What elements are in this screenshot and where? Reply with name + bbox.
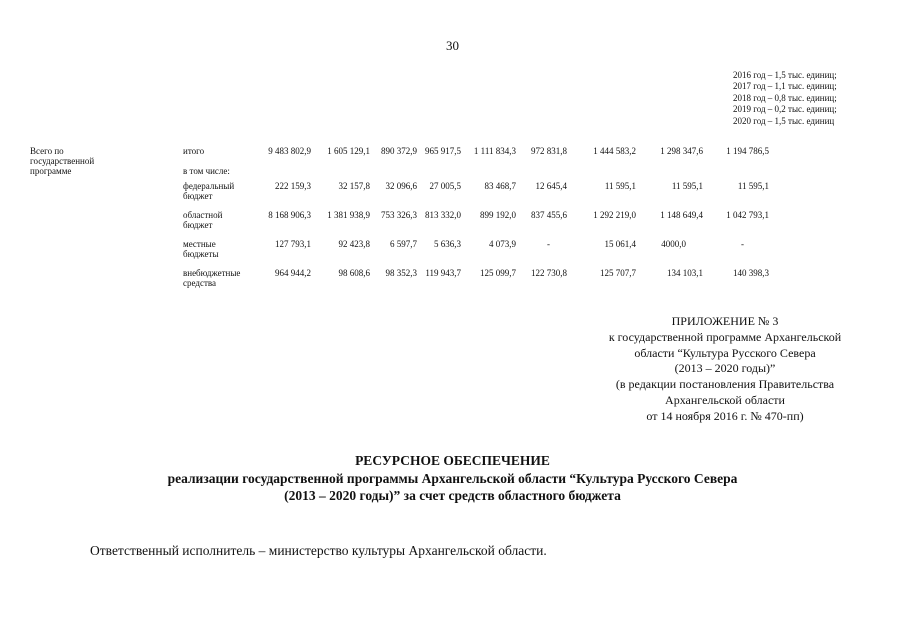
finance-cell: 1 111 834,3 [473, 146, 516, 156]
finance-cell: 140 398,3 [733, 268, 769, 278]
finance-cell: 890 372,9 [381, 146, 417, 156]
year-note: 2020 год – 1,5 тыс. единиц [733, 115, 835, 126]
appendix-line: Архангельской области [665, 392, 785, 407]
finance-cell: 1 381 938,9 [327, 210, 370, 220]
finance-cell: 27 005,5 [429, 181, 461, 191]
appendix-line: области “Культура Русского Севера [634, 345, 816, 360]
appendix-line: (в редакции постановления Правительства [615, 377, 835, 392]
page-number: 30 [446, 38, 459, 53]
finance-cell: 1 298 347,6 [660, 146, 703, 156]
heading-subtitle: (2013 – 2020 годы)” за счет средств областного бюджета [284, 488, 621, 503]
finance-cell: 32 157,8 [338, 181, 370, 191]
finance-cell: 837 455,6 [531, 210, 567, 220]
finance-cell: 98 608,6 [338, 268, 370, 278]
finance-cell: 11 595,1 [671, 181, 703, 191]
finance-cell: 15 061,4 [604, 239, 636, 249]
year-note: 2019 год – 0,2 тыс. единиц; [733, 104, 837, 115]
finance-cell: 12 645,4 [535, 181, 567, 191]
finance-cell: 813 332,0 [425, 210, 461, 220]
responsible-executor: Ответственный исполнитель – министерство культуры Архангельской области. [90, 543, 547, 558]
finance-cell: 6 597,7 [390, 239, 417, 249]
finance-cell: 965 917,5 [425, 146, 461, 156]
finance-cell: 83 468,7 [484, 181, 516, 191]
finance-cell: 1 292 219,0 [593, 210, 636, 220]
finance-cell: 899 192,0 [480, 210, 516, 220]
finance-cell: 119 943,7 [425, 268, 461, 278]
finance-cell: 1 605 129,1 [327, 146, 370, 156]
finance-row-label: федеральный бюджет [183, 181, 235, 201]
finance-cell: 8 168 906,3 [268, 210, 311, 220]
heading-subtitle: реализации государственной программы Архангельской области “Культура Русского Севера [167, 470, 738, 486]
finance-cell: 222 159,3 [275, 181, 311, 191]
finance-cell: 964 944,2 [275, 268, 311, 278]
finance-cell: 122 730,8 [531, 268, 567, 278]
finance-cell: 4000,0 [661, 239, 686, 249]
finance-cell: 5 636,3 [434, 239, 461, 249]
year-note: 2016 год – 1,5 тыс. единиц; [733, 70, 837, 80]
finance-row-label: местные бюджеты [183, 239, 219, 259]
finance-cell: 1 042 793,1 [726, 210, 769, 220]
heading-title: РЕСУРСНОЕ ОБЕСПЕЧЕНИЕ [355, 453, 550, 468]
finance-cell: 125 099,7 [480, 268, 516, 278]
finance-row-label: итого [183, 146, 205, 156]
finance-cell: 9 483 802,9 [268, 146, 311, 156]
finance-cell: 753 326,3 [381, 210, 417, 220]
finance-table [0, 0, 905, 300]
finance-row-header: Всего по государственной программе [30, 146, 95, 176]
finance-cell: 92 423,8 [338, 239, 370, 249]
finance-row-label: в том числе: [183, 166, 230, 176]
finance-row-label: внебюджетные средства [183, 268, 241, 288]
finance-cell: 1 194 786,5 [726, 146, 769, 156]
finance-cell: 11 595,1 [604, 181, 636, 191]
finance-cell: 1 148 649,4 [660, 210, 703, 220]
finance-cell: 4 073,9 [489, 239, 516, 249]
finance-cell: 11 595,1 [737, 181, 769, 191]
finance-row-label: областной бюджет [183, 210, 223, 230]
finance-cell: - [741, 239, 744, 249]
finance-cell: 32 096,6 [385, 181, 417, 191]
appendix-title: ПРИЛОЖЕНИЕ № 3 [671, 314, 779, 328]
section-heading [0, 452, 905, 505]
appendix-line: к государственной программе Архангельской [608, 329, 842, 344]
finance-cell: 125 707,7 [600, 268, 636, 278]
finance-cell: 127 793,1 [275, 239, 311, 249]
finance-cell: 1 444 583,2 [593, 146, 636, 156]
appendix-line: (2013 – 2020 годы)” [674, 361, 776, 376]
appendix-block [560, 314, 890, 425]
year-note: 2017 год – 1,1 тыс. единиц; [733, 81, 837, 92]
appendix-line: от 14 ноября 2016 г. № 470-пп) [646, 408, 804, 423]
finance-cell: 98 352,3 [385, 268, 417, 278]
finance-cell: 972 831,8 [531, 146, 567, 156]
year-note: 2018 год – 0,8 тыс. единиц; [733, 92, 837, 103]
finance-cell: - [547, 239, 550, 249]
finance-cell: 134 103,1 [667, 268, 703, 278]
